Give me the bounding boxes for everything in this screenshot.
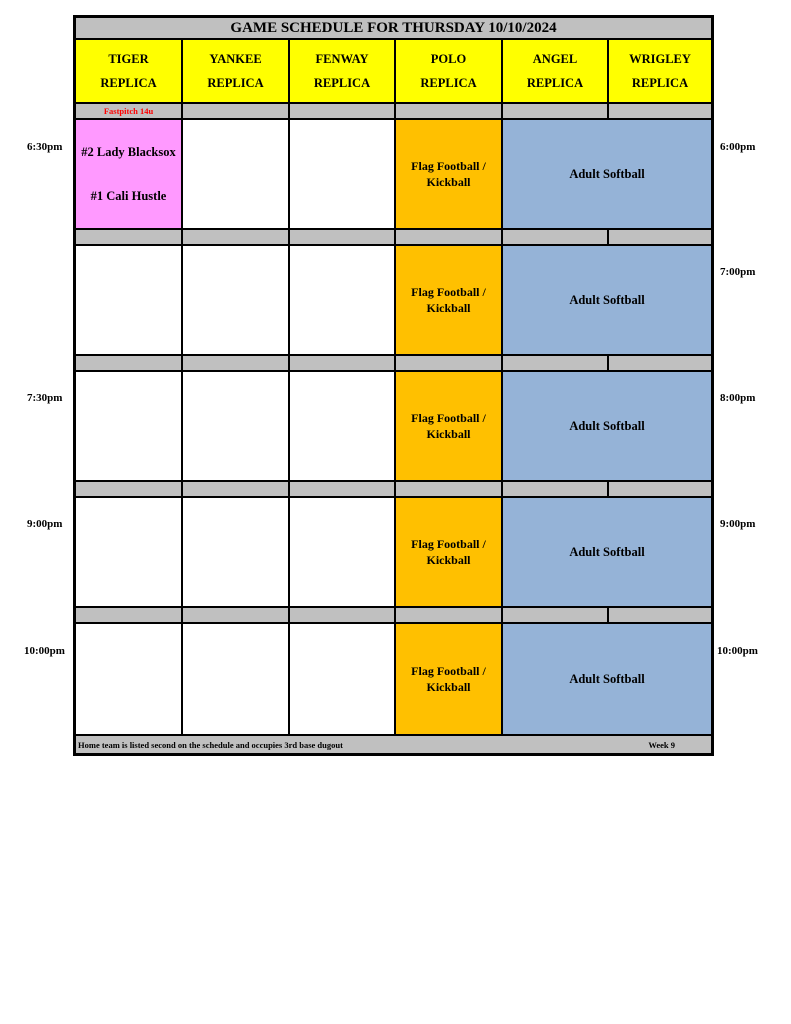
separator-cell [608, 481, 712, 497]
separator-cell [75, 355, 182, 371]
field-sub: REPLICA [420, 76, 477, 90]
empty-slot [289, 119, 395, 229]
separator-cell [608, 103, 712, 119]
right-time-label: 6:00pm [720, 141, 756, 153]
separator-cell [75, 103, 182, 119]
field-name: ANGEL [532, 52, 578, 66]
empty-slot [182, 497, 289, 607]
separator-cell [395, 103, 502, 119]
separator-cell [182, 481, 289, 497]
empty-slot [75, 497, 182, 607]
schedule-table [73, 15, 714, 756]
field-header-tiger [75, 39, 182, 103]
separator-cell [502, 355, 608, 371]
polo-game-cell: Flag Football / Kickball [395, 119, 502, 229]
separator-cell [182, 103, 289, 119]
separator-cell [395, 355, 502, 371]
schedule-title: GAME SCHEDULE FOR THURSDAY 10/10/2024 [75, 17, 712, 39]
empty-slot [75, 245, 182, 355]
field-header-polo [395, 39, 502, 103]
empty-slot [289, 245, 395, 355]
softball-game-cell: Adult Softball [502, 371, 712, 481]
empty-slot [182, 119, 289, 229]
field-sub: REPLICA [207, 76, 264, 90]
field-name: FENWAY [315, 52, 369, 66]
separator-cell [289, 481, 395, 497]
week-label: Week 9 [648, 739, 675, 750]
separator-cell [395, 607, 502, 623]
separator-cell [502, 229, 608, 245]
separator-cell [182, 607, 289, 623]
separator-cell [395, 229, 502, 245]
away-team: #2 Lady Blacksox [81, 144, 176, 159]
empty-slot [182, 245, 289, 355]
home-team: #1 Cali Hustle [90, 188, 167, 203]
separator-cell [75, 229, 182, 245]
home-team-note: Home team is listed second on the schedule and occupies 3rd base dugout [78, 739, 343, 750]
softball-game-cell: Adult Softball [502, 497, 712, 607]
right-time-label: 10:00pm [717, 645, 758, 657]
separator-cell [395, 481, 502, 497]
field-header-yankee [182, 39, 289, 103]
left-time-label: 9:00pm [27, 518, 63, 530]
separator-cell [608, 229, 712, 245]
left-time-label: 10:00pm [24, 645, 65, 657]
field-sub: REPLICA [100, 76, 157, 90]
field-name: YANKEE [209, 52, 262, 66]
empty-slot [75, 371, 182, 481]
right-time-label: 9:00pm [720, 518, 756, 530]
left-time-label: 6:30pm [27, 141, 63, 153]
empty-slot [182, 623, 289, 735]
softball-game-cell: Adult Softball [502, 623, 712, 735]
polo-game-cell: Flag Football / Kickball [395, 371, 502, 481]
separator-cell [289, 103, 395, 119]
separator-cell [289, 355, 395, 371]
separator-cell [502, 481, 608, 497]
footer-note [75, 735, 712, 754]
field-sub: REPLICA [631, 76, 689, 90]
right-time-label: 8:00pm [720, 392, 756, 404]
separator-cell [182, 229, 289, 245]
separator-cell [75, 481, 182, 497]
empty-slot [289, 623, 395, 735]
separator-cell [75, 607, 182, 623]
field-sub: REPLICA [526, 76, 584, 90]
empty-slot [182, 371, 289, 481]
separator-cell [502, 607, 608, 623]
separator-cell [502, 103, 608, 119]
right-time-label: 7:00pm [720, 266, 756, 278]
separator-cell [608, 355, 712, 371]
field-header-wrigley [608, 39, 712, 103]
empty-slot [289, 497, 395, 607]
field-sub: REPLICA [313, 76, 371, 90]
softball-game-cell: Adult Softball [502, 245, 712, 355]
empty-slot [75, 623, 182, 735]
field-header-angel [502, 39, 608, 103]
softball-game-cell: Adult Softball [502, 119, 712, 229]
tiger-game-cell [75, 119, 182, 229]
separator-cell [182, 355, 289, 371]
polo-game-cell: Flag Football / Kickball [395, 245, 502, 355]
empty-slot [289, 371, 395, 481]
separator-cell [608, 607, 712, 623]
field-name: TIGER [108, 52, 149, 66]
polo-game-cell: Flag Football / Kickball [395, 623, 502, 735]
separator-cell [289, 607, 395, 623]
field-name: POLO [430, 52, 467, 66]
field-name: WRIGLEY [629, 52, 691, 66]
division-label: Fastpitch 14u [103, 106, 154, 116]
polo-game-cell: Flag Football / Kickball [395, 497, 502, 607]
left-time-label: 7:30pm [27, 392, 63, 404]
separator-cell [289, 229, 395, 245]
field-header-fenway [289, 39, 395, 103]
